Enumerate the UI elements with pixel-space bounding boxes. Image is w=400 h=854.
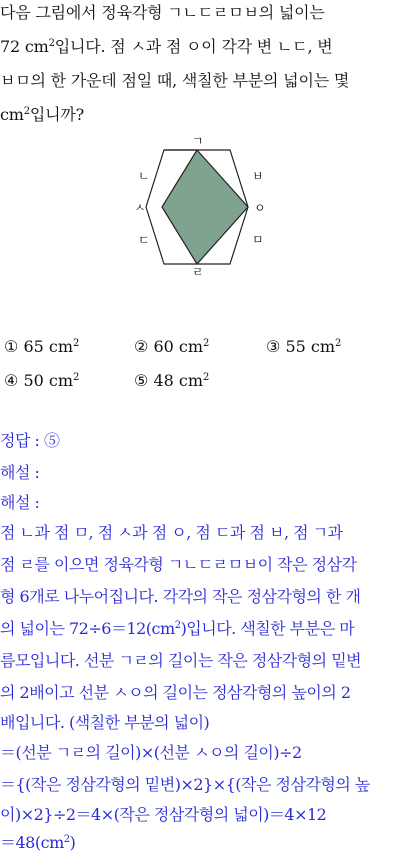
explanation-part: 의 넓이는 72÷6＝12(cm [0, 619, 175, 638]
unit: cm [0, 105, 24, 124]
superscript: 2 [174, 620, 181, 631]
question-line-2-rest: 입니다. 점 ㅅ과 점 ㅇ이 각각 변 ㄴㄷ, 변 [54, 37, 333, 56]
label-m: ㅁ [252, 233, 264, 247]
explanation-part: ) [69, 833, 76, 852]
label-r: ㄹ [192, 265, 204, 276]
explanation-line-8: ＝(선분 ㄱㄹ의 길이)×(선분 ㅅㅇ의 길이)÷2 [0, 743, 302, 762]
choice-value: 60 cm [153, 337, 204, 356]
choice-2[interactable] [134, 336, 209, 358]
choice-mark: ⑤ [134, 371, 149, 390]
label-b: ㅂ [252, 169, 264, 183]
superscript: 2 [203, 372, 210, 383]
label-d: ㄷ [138, 233, 150, 247]
area-value: 72 cm [0, 37, 49, 56]
explanation-line-7: 배입니다. (색칠한 부분의 넓이) [0, 713, 210, 732]
choice-value: 65 cm [23, 337, 74, 356]
superscript: 2 [335, 338, 342, 349]
explanation-line-1: 점 ㄴ과 점 ㅁ, 점 ㅅ과 점 ㅇ, 점 ㄷ과 점 ㅂ, 점 ㄱ과 [0, 523, 343, 542]
choice-mark: ④ [4, 371, 19, 390]
choice-1[interactable] [4, 336, 79, 358]
choice-mark: ② [134, 337, 149, 356]
hexagon-figure [130, 136, 270, 276]
superscript: 2 [63, 834, 70, 845]
choice-mark: ① [4, 337, 19, 356]
label-o: ㅇ [254, 201, 266, 215]
choice-3[interactable] [266, 336, 341, 358]
explanation-line-11 [0, 832, 400, 854]
explanation-line-5: 름모입니다. 선분 ㄱㄹ의 길이는 작은 정삼각형의 밑변 [0, 651, 362, 670]
label-n: ㄴ [138, 169, 150, 183]
explanation-line-2: 점 ㄹ를 이으면 정육각형 ㄱㄴㄷㄹㅁㅂ이 작은 정삼각 [0, 555, 357, 574]
question-line-3: ㅂㅁ의 한 가운데 점일 때, 색칠한 부분의 넓이는 몇 [0, 71, 350, 90]
choice-value: 48 cm [153, 371, 204, 390]
answer-label: 정답 : ⑤ [0, 431, 60, 450]
question-line-4-rest: 입니까? [29, 105, 85, 124]
superscript: 2 [48, 38, 55, 49]
choice-value: 55 cm [285, 337, 336, 356]
explanation-line-10: 이)×2}÷2＝4×(작은 정삼각형의 넓이)＝4×12 [0, 805, 327, 824]
explanation-line-6: 의 2배이고 선분 ㅅㅇ의 길이는 정삼각형의 높이의 2 [0, 683, 351, 702]
explanation-line-3: 형 6개로 나누어집니다. 각각의 작은 정삼각형의 한 개 [0, 587, 361, 606]
explanation-part: )입니다. 색칠한 부분은 마 [180, 619, 355, 638]
explanation-heading-1: 해설 : [0, 463, 40, 482]
explanation-heading-2: 해설 : [0, 493, 40, 512]
choice-mark: ③ [266, 337, 281, 356]
superscript: 2 [73, 338, 80, 349]
question-line-1: 다음 그림에서 정육각형 ㄱㄴㄷㄹㅁㅂ의 넓이는 [0, 3, 325, 22]
explanation-part: ＝48(cm [0, 833, 64, 852]
choice-value: 50 cm [23, 371, 74, 390]
superscript: 2 [73, 372, 80, 383]
explanation-line-9: ＝{(작은 정삼각형의 밑변)×2}×{(작은 정삼각형의 높 [0, 775, 370, 794]
superscript: 2 [23, 106, 30, 117]
explanation-line-4 [0, 618, 400, 640]
question-line-2 [0, 36, 400, 58]
label-s: ㅅ [134, 201, 146, 215]
superscript: 2 [203, 338, 210, 349]
choice-5[interactable] [134, 370, 209, 392]
label-g: ㄱ [192, 136, 204, 148]
choice-4[interactable] [4, 370, 79, 392]
question-line-4 [0, 104, 400, 126]
